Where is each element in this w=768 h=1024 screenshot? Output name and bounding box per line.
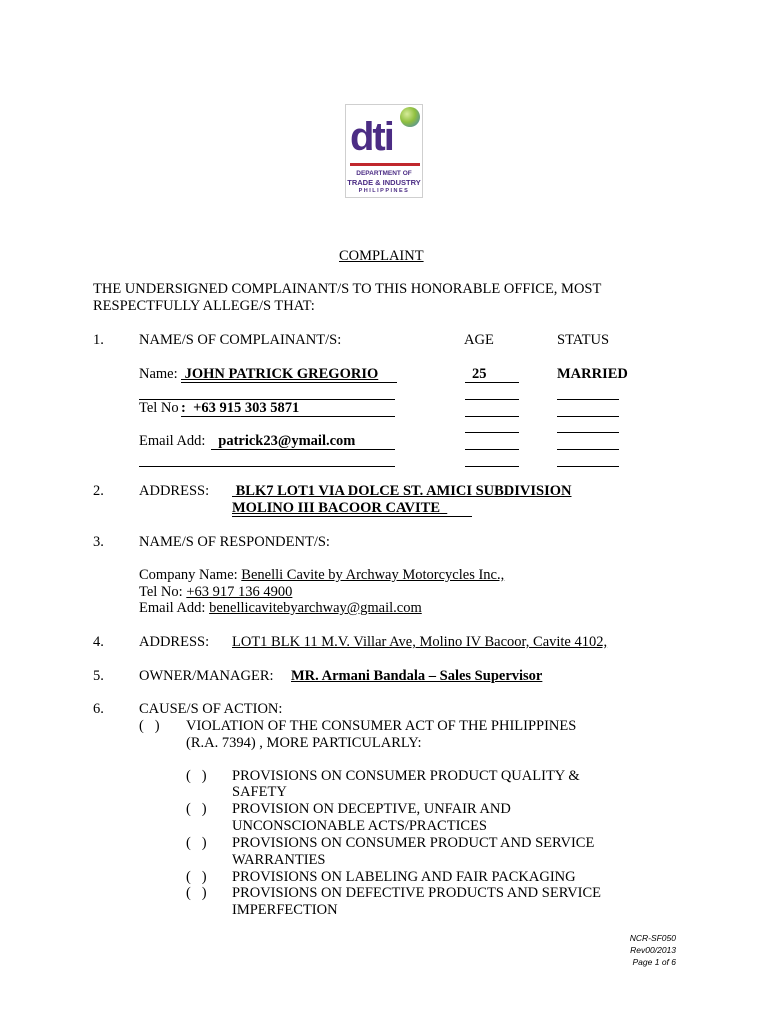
intro-line-2: RESPECTFULLY ALLEGE/S THAT: [93, 298, 315, 314]
respondent-email-value[interactable]: benellicavitebyarchway@gmail.com [209, 600, 422, 616]
provision-checkbox[interactable]: ( ) [186, 835, 207, 851]
globe-icon [400, 107, 420, 127]
respondent-company-label: Company Name: [139, 567, 242, 583]
section-2-number: 2. [93, 483, 104, 499]
intro-line-1: THE UNDERSIGNED COMPLAINANT/S TO THIS HONORABLE OFFICE, MOST [93, 281, 602, 297]
section-6-number: 6. [93, 701, 104, 717]
age-underline [465, 382, 519, 383]
blank-line [557, 416, 619, 417]
provision-line: IMPERFECTION [232, 902, 338, 918]
address-underline [232, 516, 472, 517]
blank-line [465, 432, 519, 433]
complainant-address-line-2[interactable]: MOLINO III BACOOR CAVITE [232, 500, 448, 516]
respondent-email-label: Email Add: [139, 600, 210, 616]
logo-mark: dti [350, 115, 393, 159]
name-underline [181, 382, 397, 383]
blank-line [465, 449, 519, 450]
provision-line: WARRANTIES [232, 852, 326, 868]
blank-line [465, 466, 519, 467]
age-header: AGE [464, 332, 494, 348]
blank-line [557, 466, 619, 467]
respondent-email-row [139, 600, 422, 617]
provision-checkbox[interactable]: ( ) [186, 801, 207, 817]
section-5-label: OWNER/MANAGER: [139, 668, 274, 684]
provision-line: UNCONSCIONABLE ACTS/PRACTICES [232, 818, 487, 834]
section-4-label: ADDRESS: [139, 634, 210, 650]
respondent-tel-value[interactable]: +63 917 136 4900 [186, 584, 293, 600]
respondent-company-row [139, 567, 504, 584]
violation-line-1: VIOLATION OF THE CONSUMER ACT OF THE PHILIPPINES [186, 718, 577, 734]
blank-line [465, 416, 519, 417]
page-number: Page 1 of 6 [632, 957, 676, 967]
complainant-email-value[interactable]: patrick23@ymail.com [211, 433, 356, 449]
complainant-status-value[interactable]: MARRIED [557, 366, 628, 382]
tel-underline [181, 416, 395, 417]
section-3-number: 3. [93, 534, 104, 550]
blank-line [557, 399, 619, 400]
complainant-age-value[interactable]: 25 [472, 366, 487, 382]
blank-line [557, 449, 619, 450]
complainant-tel-value[interactable]: : +63 915 303 5871 [181, 400, 300, 416]
revision: Rev00/2013 [630, 945, 676, 955]
owner-manager-value[interactable]: MR. Armani Bandala – Sales Supervisor [291, 668, 543, 684]
respondent-tel-label: Tel No: [139, 584, 187, 600]
respondent-tel-row [139, 584, 292, 601]
logo-divider [350, 163, 420, 166]
form-code: NCR-SF050 [629, 933, 676, 943]
complainant-name-value[interactable]: JOHN PATRICK GREGORIO [181, 366, 379, 382]
provision-line: PROVISIONS ON LABELING AND FAIR PACKAGING [232, 869, 576, 885]
status-header: STATUS [557, 332, 610, 348]
section-6-label: CAUSE/S OF ACTION: [139, 701, 283, 717]
email-underline [211, 449, 395, 450]
logo-line-2: TRADE & INDUSTRY [347, 178, 421, 187]
provision-line: PROVISIONS ON CONSUMER PRODUCT AND SERVICE [232, 835, 595, 851]
provision-line: PROVISIONS ON DEFECTIVE PRODUCTS AND SERVICE [232, 885, 602, 901]
section-1-label: NAME/S OF COMPLAINANT/S: [139, 332, 342, 348]
complainant-tel-label: Tel No [139, 400, 179, 416]
complainant-email-label: Email Add: [139, 433, 206, 449]
logo-line-1: DEPARTMENT OF [356, 170, 412, 177]
provision-line: PROVISIONS ON CONSUMER PRODUCT QUALITY & [232, 768, 580, 784]
logo-line-3: PHILIPPINES [358, 188, 410, 194]
provision-checkbox[interactable]: ( ) [186, 768, 207, 784]
section-1-number: 1. [93, 332, 104, 348]
section-3-label: NAME/S OF RESPONDENT/S: [139, 534, 330, 550]
blank-line [557, 432, 619, 433]
provision-checkbox[interactable]: ( ) [186, 869, 207, 885]
respondent-address-value[interactable]: LOT1 BLK 11 M.V. Villar Ave, Molino IV Bacoor, Cavite 4102, [232, 634, 608, 650]
blank-line [465, 399, 519, 400]
blank-line [139, 466, 395, 467]
provision-line: SAFETY [232, 784, 287, 800]
violation-checkbox[interactable]: ( ) [139, 718, 160, 734]
respondent-company-value[interactable]: Benelli Cavite by Archway Motorcycles Inc., [241, 567, 505, 583]
violation-line-2: (R.A. 7394) , MORE PARTICULARLY: [186, 735, 422, 751]
provision-checkbox[interactable]: ( ) [186, 885, 207, 901]
complainant-name-label: Name: [139, 366, 178, 382]
document-title: COMPLAINT [339, 248, 424, 264]
section-5-number: 5. [93, 668, 104, 684]
section-4-number: 4. [93, 634, 104, 650]
dti-logo [345, 104, 423, 198]
section-2-label: ADDRESS: [139, 483, 210, 499]
complainant-address-line-1[interactable]: BLK7 LOT1 VIA DOLCE ST. AMICI SUBDIVISION [232, 483, 572, 499]
provision-line: PROVISION ON DECEPTIVE, UNFAIR AND [232, 801, 511, 817]
